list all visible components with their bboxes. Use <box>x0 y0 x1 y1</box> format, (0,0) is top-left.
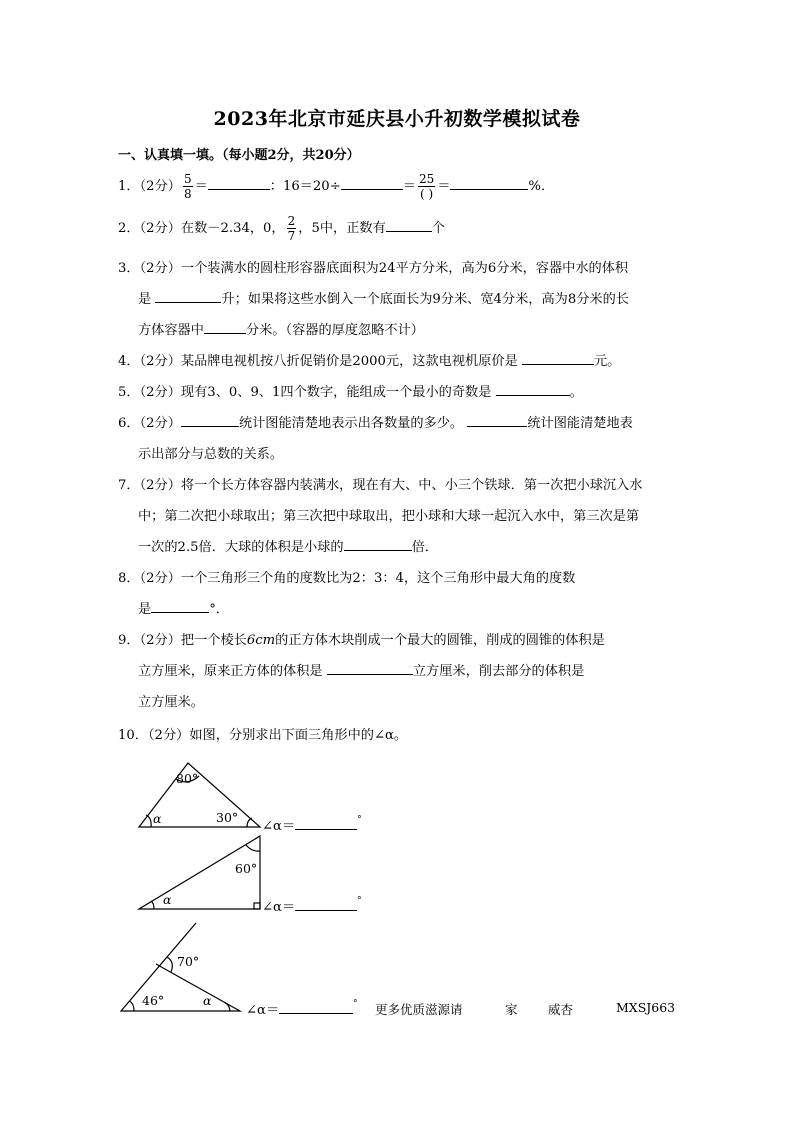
q1-fraction-2: $\frac{25}{( )}$ <box>418 172 435 201</box>
section-heading: 一、认真填一填。（每小题2分，共20分） <box>118 148 360 163</box>
footer-text-3: 威杏 <box>548 1002 574 1017</box>
question-1: 1．（2分） $\frac{5}{8}$ ＝ ：16＝20÷ ＝ $\frac{25}{( )}$ ＝ %． <box>118 172 555 201</box>
q1-prefix: 1．（2分） <box>118 179 181 194</box>
t3-top-label: 70° <box>177 954 200 969</box>
t1-answer: ∠α＝ ° <box>262 815 362 834</box>
question-9-line-1: 9．（2分）把一个棱长6cm的正方体木块削成一个最大的圆锥，削成的圆锥的体积是 <box>118 633 605 648</box>
question-7-line-2: 中；第二次把小球取出；第三次把中球取出，把小球和大球一起沉入水中，第三次是第 <box>138 509 640 524</box>
page-title: 2023年北京市延庆县小升初数学模拟试卷 <box>213 108 581 130</box>
question-8-line-1: 8．（2分）一个三角形三个角的度数比为2：3：4，这个三角形中最大角的度数 <box>118 571 576 586</box>
question-8-line-2: 是 °． <box>138 594 229 625</box>
question-6-line-2: 示出部分与总数的关系。 <box>138 447 284 462</box>
question-6: 6．（2分） 统计图能清楚地表示出各数量的多少。 统计图能清楚地表 <box>118 408 633 439</box>
question-3-line-2: 是 升；如果将这些水倒入一个底面长为9分米、宽4分米，高为8分米的长 <box>138 284 629 315</box>
question-7-line-1: 7．（2分）将一个长方体容器内装满水，现在有大、中、小三个铁球．第一次把小球沉入水 <box>118 478 643 493</box>
question-7-line-3: 一次的2.5倍．大球的体积是小球的 倍． <box>138 532 438 563</box>
t2-alpha-label: α <box>163 892 172 907</box>
t3-answer: ∠α＝ ° <box>246 999 358 1018</box>
question-9-line-2: 立方厘米，原来正方体的体积是 立方厘米，削去部分的体积是 <box>138 656 584 687</box>
t2-answer-blank[interactable] <box>295 896 357 911</box>
footer-text-4: MXSJ663 <box>616 1000 676 1015</box>
t3-left-label: 46° <box>142 993 165 1008</box>
question-3-line-1: 3．（2分）一个装满水的圆柱形容器底面积为24平方分米，高为6分米，容器中水的体积 <box>118 261 629 276</box>
t1-answer-blank[interactable] <box>295 815 357 830</box>
question-5: 5．（2分）现有3、0、9、1四个数字，能组成一个最小的奇数是 。 <box>118 377 583 408</box>
t2-top-label: 60° <box>235 861 258 876</box>
t3-answer-blank[interactable] <box>279 999 353 1014</box>
question-9-line-3: 立方厘米。 <box>138 695 204 710</box>
footer-text-1: 更多优质滋源请 <box>375 1002 463 1017</box>
q1-fraction-1: $\frac{5}{8}$ <box>183 172 192 201</box>
t1-alpha-label: α <box>153 811 162 826</box>
question-4: 4．（2分）某品牌电视机按八折促销价是2000元，这款电视机原价是 元。 <box>118 346 620 377</box>
t1-right-label: 30° <box>216 810 239 825</box>
footer-text-2: 家 <box>505 1002 518 1017</box>
t3-alpha-label: α <box>203 993 212 1008</box>
t2-answer: ∠α＝ ° <box>262 896 362 915</box>
q2-fraction: $\frac{2}{7}$ <box>287 214 296 243</box>
question-2: 2．（2分）在数－2.34，0， $\frac{2}{7}$ ，5中，正数有 个 <box>118 214 445 243</box>
question-3-line-3: 方体容器中 分米。（容器的厚度忽略不计） <box>138 315 424 346</box>
t1-top-label: 80° <box>176 771 199 786</box>
question-10: 10．（2分）如图，分别求出下面三角形中的∠α。 <box>118 728 408 743</box>
